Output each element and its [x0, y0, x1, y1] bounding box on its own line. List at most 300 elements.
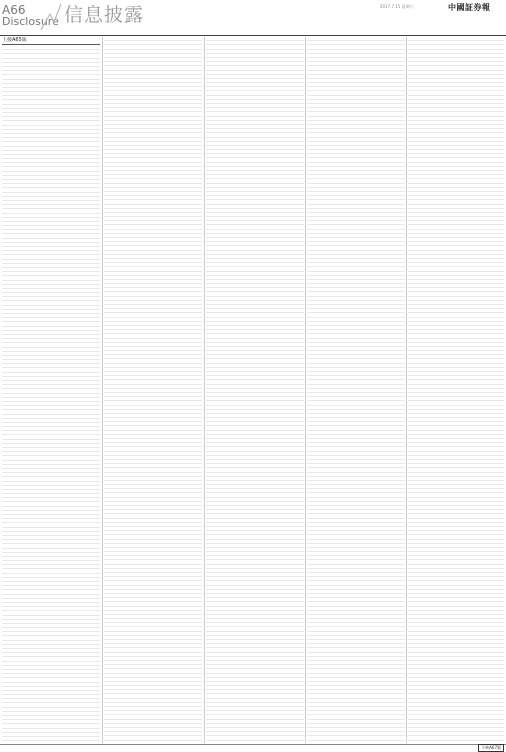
cell-date — [159, 502, 174, 505]
cell-n2 — [81, 50, 90, 53]
cell-n1 — [276, 96, 286, 99]
cell-n1 — [72, 486, 82, 489]
cell-n1 — [276, 393, 286, 396]
cell-rate — [192, 531, 202, 534]
cell-name — [212, 573, 226, 576]
cell-date — [261, 100, 276, 103]
cell-date — [261, 372, 276, 375]
cell-detail — [124, 619, 159, 622]
cell-date — [159, 623, 174, 626]
cell-rate — [294, 179, 304, 182]
cell-rate — [294, 79, 304, 82]
cell-date — [159, 62, 174, 65]
cell-date — [159, 581, 174, 584]
cell-date — [57, 624, 72, 627]
cell-date — [159, 175, 174, 178]
cell-rate — [90, 184, 100, 187]
cell-n2 — [81, 477, 90, 480]
cell-n2 — [183, 443, 192, 446]
cell-rate — [294, 54, 304, 57]
cell-n2 — [183, 489, 192, 492]
cell-name — [212, 648, 226, 651]
cell-date — [57, 389, 72, 392]
cell-n2 — [81, 733, 90, 736]
cell-detail — [22, 440, 57, 443]
cell-name — [110, 468, 124, 471]
cell-name — [8, 398, 22, 401]
cell-rate — [192, 117, 202, 120]
cell-name — [212, 728, 226, 731]
cell-rate — [90, 389, 100, 392]
cell-name — [110, 91, 124, 94]
cell-n1 — [276, 272, 286, 275]
cell-name — [110, 644, 124, 647]
cell-date — [57, 653, 72, 656]
cell-n2 — [81, 218, 90, 221]
cell-n1 — [174, 188, 184, 191]
cell-rate — [192, 657, 202, 660]
cell-rate — [192, 272, 202, 275]
cell-name — [8, 184, 22, 187]
cell-date — [57, 339, 72, 342]
cell-date — [57, 218, 72, 221]
cell-detail — [226, 326, 261, 329]
cell-n1 — [174, 221, 184, 224]
cell-date — [57, 452, 72, 455]
cell-n2 — [81, 645, 90, 648]
cell-date — [159, 540, 174, 543]
cell-date — [57, 46, 72, 49]
cell-rate — [192, 255, 202, 258]
cell-n1 — [174, 385, 184, 388]
cell-name — [212, 380, 226, 383]
cell-date — [159, 79, 174, 82]
cell-rate — [294, 83, 304, 86]
cell-date — [159, 565, 174, 568]
cell-date — [261, 45, 276, 48]
cell-n1 — [276, 447, 286, 450]
cell-n2 — [285, 640, 294, 643]
cell-n1 — [72, 703, 82, 706]
cell-detail — [22, 703, 57, 706]
cell-rate — [294, 648, 304, 651]
cell-detail — [124, 58, 159, 61]
cell-n1 — [72, 611, 82, 614]
cell-name — [212, 636, 226, 639]
cell-detail — [226, 284, 261, 287]
cell-detail — [124, 406, 159, 409]
cell-n2 — [285, 720, 294, 723]
cell-date — [261, 493, 276, 496]
cell-detail — [22, 159, 57, 162]
cell-n2 — [183, 297, 192, 300]
cell-name — [8, 582, 22, 585]
cell-date — [261, 527, 276, 530]
cell-rate — [90, 578, 100, 581]
cell-detail — [22, 331, 57, 334]
cell-detail — [226, 422, 261, 425]
cell-date — [261, 330, 276, 333]
cell-detail — [22, 130, 57, 133]
cell-detail — [226, 699, 261, 702]
cell-name — [110, 276, 124, 279]
cell-n1 — [174, 91, 184, 94]
cell-detail — [226, 690, 261, 693]
cell-n1 — [72, 452, 82, 455]
cell-name — [8, 595, 22, 598]
cell-name — [212, 359, 226, 362]
cell-detail — [22, 84, 57, 87]
cell-name — [8, 557, 22, 560]
cell-name — [8, 498, 22, 501]
cell-rate — [294, 686, 304, 689]
cell-name — [110, 519, 124, 522]
cell-name — [8, 649, 22, 652]
cell-detail — [226, 330, 261, 333]
cell-date — [261, 439, 276, 442]
cell-date — [159, 598, 174, 601]
cell-rate — [294, 238, 304, 241]
cell-rate — [192, 431, 202, 434]
cell-n1 — [174, 87, 184, 90]
cell-name — [110, 456, 124, 459]
cell-date — [159, 619, 174, 622]
cell-rate — [294, 401, 304, 404]
cell-rate — [294, 544, 304, 547]
cell-date — [261, 146, 276, 149]
cell-name — [8, 553, 22, 556]
cell-detail — [124, 280, 159, 283]
cell-rate — [192, 263, 202, 266]
cell-date — [261, 644, 276, 647]
cell-n2 — [285, 184, 294, 187]
cell-detail — [22, 264, 57, 267]
cell-rate — [192, 45, 202, 48]
cell-n1 — [72, 147, 82, 150]
cell-date — [261, 435, 276, 438]
cell-n1 — [276, 284, 286, 287]
cell-n1 — [174, 322, 184, 325]
cell-name — [212, 514, 226, 517]
cell-rate — [90, 733, 100, 736]
cell-n1 — [174, 674, 184, 677]
cell-rate — [192, 586, 202, 589]
cell-n1 — [174, 510, 184, 513]
cell-detail — [124, 506, 159, 509]
cell-name — [212, 531, 226, 534]
cell-detail — [124, 527, 159, 530]
cell-n1 — [276, 736, 286, 739]
cell-detail — [226, 154, 261, 157]
cell-date — [261, 414, 276, 417]
cell-name — [212, 121, 226, 124]
cell-name — [110, 343, 124, 346]
cell-n1 — [276, 401, 286, 404]
cell-n1 — [174, 577, 184, 580]
cell-detail — [124, 100, 159, 103]
cell-name — [8, 121, 22, 124]
cell-date — [57, 507, 72, 510]
cell-date — [261, 665, 276, 668]
cell-name — [110, 540, 124, 543]
cell-date — [261, 674, 276, 677]
cell-detail — [124, 50, 159, 53]
cell-detail — [22, 368, 57, 371]
cell-rate — [294, 322, 304, 325]
cell-name — [212, 602, 226, 605]
cell-name — [110, 661, 124, 664]
cell-name — [212, 565, 226, 568]
cell-n2 — [81, 360, 90, 363]
cell-date — [57, 251, 72, 254]
cell-name — [8, 264, 22, 267]
cell-rate — [192, 648, 202, 651]
cell-name — [8, 113, 22, 116]
cell-rate — [192, 112, 202, 115]
cell-detail — [22, 314, 57, 317]
cell-n2 — [81, 197, 90, 200]
cell-detail — [226, 100, 261, 103]
cell-n1 — [174, 100, 184, 103]
cell-date — [261, 406, 276, 409]
cell-n1 — [72, 741, 82, 743]
cell-name — [110, 188, 124, 191]
cell-n1 — [276, 615, 286, 618]
cell-n2 — [183, 439, 192, 442]
cell-rate — [192, 343, 202, 346]
cell-date — [57, 569, 72, 572]
cell-rate — [90, 712, 100, 715]
cell-date — [261, 83, 276, 86]
cell-n2 — [183, 171, 192, 174]
cell-name — [110, 209, 124, 212]
cell-n1 — [276, 560, 286, 563]
cell-n1 — [72, 239, 82, 242]
cell-n2 — [285, 292, 294, 295]
cell-n1 — [276, 87, 286, 90]
cell-n2 — [285, 175, 294, 178]
cell-detail — [124, 158, 159, 161]
cell-name — [212, 288, 226, 291]
cell-n1 — [174, 364, 184, 367]
cell-name — [110, 640, 124, 643]
cell-n2 — [183, 83, 192, 86]
cell-n2 — [183, 234, 192, 237]
cell-n1 — [72, 674, 82, 677]
cell-detail — [22, 126, 57, 129]
cell-date — [261, 410, 276, 413]
cell-name — [8, 691, 22, 694]
cell-detail — [124, 246, 159, 249]
cell-name — [110, 447, 124, 450]
cell-n1 — [276, 636, 286, 639]
cell-n1 — [174, 326, 184, 329]
cell-name — [8, 473, 22, 476]
cell-n1 — [72, 314, 82, 317]
cell-rate — [294, 426, 304, 429]
cell-rate — [192, 452, 202, 455]
cell-rate — [90, 515, 100, 518]
cell-rate — [90, 226, 100, 229]
cell-n1 — [276, 703, 286, 706]
cell-n1 — [276, 674, 286, 677]
cell-rate — [294, 510, 304, 513]
cell-rate — [192, 456, 202, 459]
cell-name — [8, 435, 22, 438]
cell-date — [159, 288, 174, 291]
cell-detail — [226, 602, 261, 605]
cell-name — [212, 205, 226, 208]
cell-rate — [294, 380, 304, 383]
cell-n2 — [81, 410, 90, 413]
cell-n1 — [174, 540, 184, 543]
cell-detail — [124, 372, 159, 375]
cell-date — [261, 594, 276, 597]
cell-n2 — [285, 305, 294, 308]
cell-n1 — [72, 394, 82, 397]
fund-rows — [104, 37, 202, 743]
cell-rate — [90, 147, 100, 150]
cell-name — [110, 431, 124, 434]
cell-n2 — [183, 292, 192, 295]
cell-n2 — [81, 703, 90, 706]
cell-n1 — [174, 309, 184, 312]
cell-n2 — [285, 45, 294, 48]
cell-n2 — [285, 728, 294, 731]
column-2 — [104, 37, 202, 743]
cell-detail — [22, 523, 57, 526]
cell-date — [57, 423, 72, 426]
cell-detail — [226, 456, 261, 459]
cell-name — [8, 402, 22, 405]
cell-name — [110, 251, 124, 254]
cell-detail — [226, 590, 261, 593]
cell-date — [57, 368, 72, 371]
cell-rate — [294, 560, 304, 563]
cell-detail — [124, 535, 159, 538]
cell-detail — [22, 50, 57, 53]
cell-date — [57, 444, 72, 447]
cell-n1 — [174, 644, 184, 647]
cell-name — [8, 130, 22, 133]
cell-detail — [226, 58, 261, 61]
cell-detail — [22, 260, 57, 263]
cell-date — [159, 410, 174, 413]
cell-name — [212, 711, 226, 714]
cell-name — [8, 590, 22, 593]
cell-n1 — [276, 493, 286, 496]
cell-name — [212, 527, 226, 530]
cell-n1 — [276, 523, 286, 526]
cell-detail — [226, 359, 261, 362]
cell-n2 — [285, 519, 294, 522]
cell-date — [57, 80, 72, 83]
cell-n2 — [81, 666, 90, 669]
cell-rate — [294, 368, 304, 371]
cell-name — [212, 305, 226, 308]
cell-n2 — [81, 616, 90, 619]
cell-detail — [226, 527, 261, 530]
cell-date — [159, 339, 174, 342]
cell-rate — [192, 385, 202, 388]
cell-date — [57, 243, 72, 246]
cell-n2 — [183, 91, 192, 94]
cell-date — [261, 305, 276, 308]
cell-name — [8, 138, 22, 141]
cell-n1 — [72, 482, 82, 485]
cell-n1 — [174, 715, 184, 718]
cell-n1 — [174, 519, 184, 522]
cell-rate — [294, 108, 304, 111]
cell-name — [212, 506, 226, 509]
cell-name — [212, 376, 226, 379]
cell-detail — [226, 297, 261, 300]
cell-rate — [192, 669, 202, 672]
cell-n2 — [285, 431, 294, 434]
cell-rate — [90, 461, 100, 464]
cell-rate — [294, 410, 304, 413]
cell-detail — [124, 87, 159, 90]
cell-rate — [192, 485, 202, 488]
cell-rate — [192, 364, 202, 367]
cell-n2 — [285, 389, 294, 392]
cell-date — [261, 351, 276, 354]
cell-rate — [294, 406, 304, 409]
cell-rate — [192, 50, 202, 53]
cell-n2 — [81, 234, 90, 237]
cell-rate — [192, 87, 202, 90]
cell-name — [212, 665, 226, 668]
cell-n1 — [72, 67, 82, 70]
cell-n2 — [285, 225, 294, 228]
cell-name — [8, 528, 22, 531]
cell-name — [110, 196, 124, 199]
cell-date — [261, 632, 276, 635]
cell-rate — [294, 527, 304, 530]
cell-detail — [124, 711, 159, 714]
cell-detail — [22, 620, 57, 623]
cell-n1 — [276, 556, 286, 559]
cell-n2 — [285, 569, 294, 572]
cell-detail — [124, 37, 159, 40]
cell-name — [8, 578, 22, 581]
cell-detail — [226, 133, 261, 136]
cell-name — [212, 347, 226, 350]
cell-n2 — [285, 636, 294, 639]
cell-detail — [226, 66, 261, 69]
cell-rate — [192, 732, 202, 735]
cell-detail — [226, 62, 261, 65]
cell-name — [8, 540, 22, 543]
cell-n2 — [285, 62, 294, 65]
cell-n2 — [183, 460, 192, 463]
cell-date — [159, 523, 174, 526]
cell-rate — [294, 313, 304, 316]
cell-date — [57, 377, 72, 380]
cell-n1 — [174, 79, 184, 82]
cell-rate — [294, 305, 304, 308]
cell-n1 — [174, 288, 184, 291]
cell-name — [212, 690, 226, 693]
cell-name — [8, 733, 22, 736]
cell-n1 — [174, 37, 184, 40]
cell-rate — [192, 481, 202, 484]
cell-name — [110, 724, 124, 727]
cell-n1 — [174, 397, 184, 400]
cell-n2 — [81, 486, 90, 489]
cell-n1 — [72, 582, 82, 585]
cell-n2 — [81, 222, 90, 225]
